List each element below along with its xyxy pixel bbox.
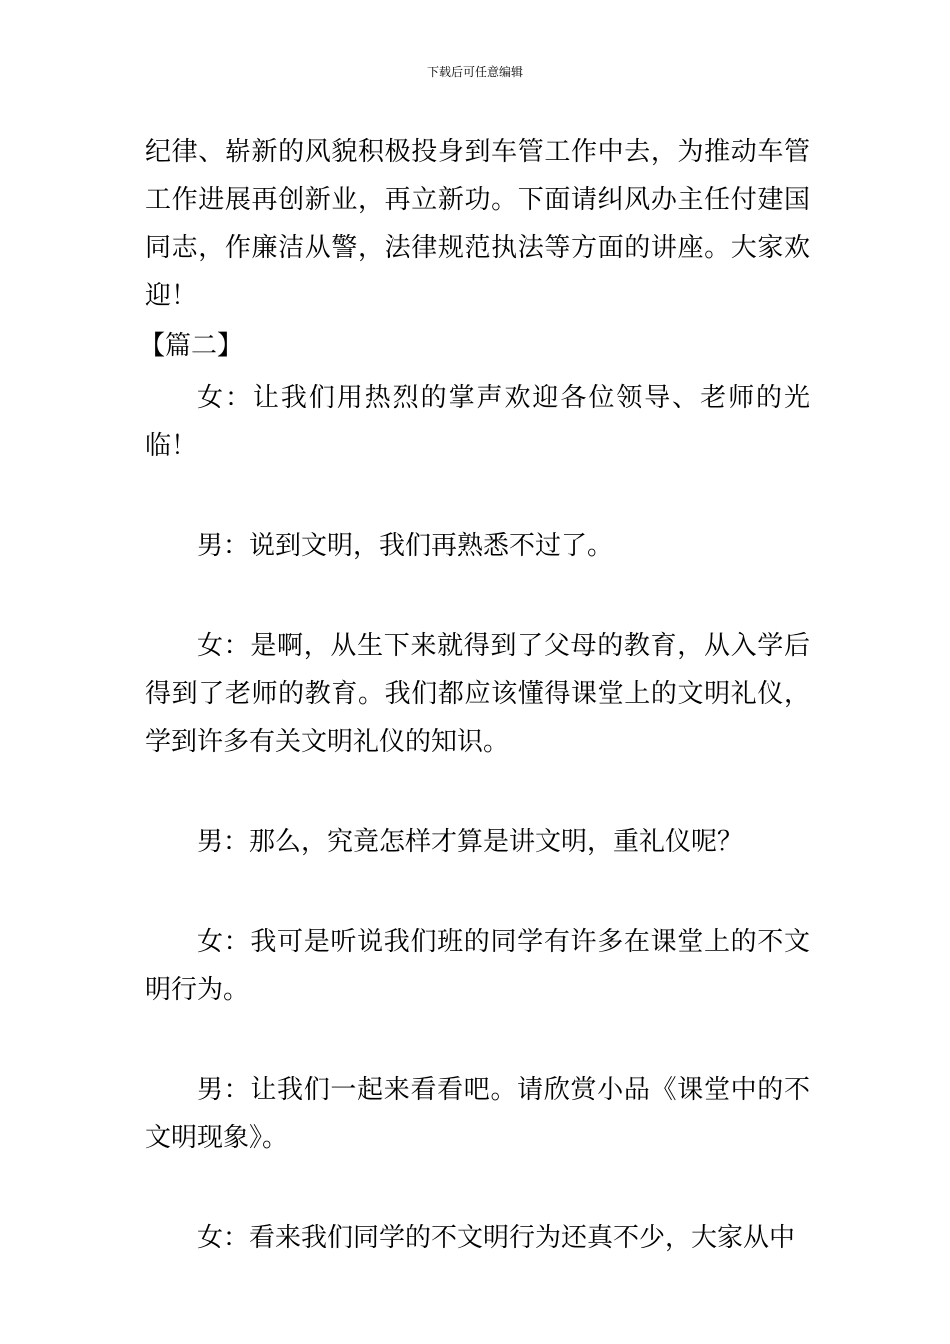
dialogue-paragraph: 男：那么，究竟怎样才算是讲文明，重礼仪呢？ [197, 827, 744, 857]
dialogue-paragraph: 女：我可是听说我们班的同学有许多在课堂上的不文明行为。 [145, 927, 810, 1005]
section-heading: 【篇二】 [139, 331, 244, 361]
page-header: 下载后可任意编辑 [426, 65, 523, 79]
dialogue-paragraph: 男：说到文明，我们再熟悉不过了。 [197, 531, 614, 561]
paragraph-continued: 纪律、崭新的风貌积极投身到车管工作中去，为推动车管工作进展再创新业，再立新功。下面请纠风办主任付建国同志，作廉洁从警，法律规范执法等方面的讲座。大家欢迎！ [145, 137, 810, 311]
dialogue-paragraph: 女：看来我们同学的不文明行为还真不少，大家从中 [197, 1223, 796, 1253]
dialogue-paragraph: 女：是啊，从生下来就得到了父母的教育，从入学后得到了老师的教育。我们都应该懂得课堂上的文明礼仪，学到许多有关文明礼仪的知识。 [145, 631, 810, 757]
document-body [139, 128, 810, 1262]
dialogue-paragraph: 男：让我们一起来看看吧。请欣赏小品《课堂中的不文明现象》。 [145, 1075, 810, 1153]
dialogue-paragraph: 女：让我们用热烈的掌声欢迎各位领导、老师的光临！ [145, 383, 810, 461]
